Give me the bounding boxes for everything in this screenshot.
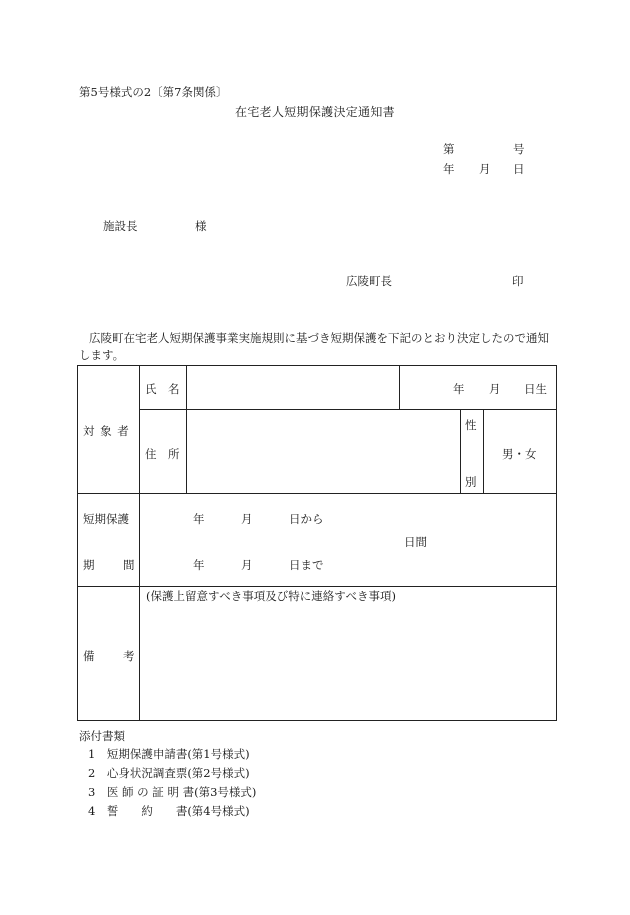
- sex-label-top: 性: [465, 418, 477, 432]
- column-divider: [460, 409, 461, 493]
- remarks-label-right: 考: [123, 649, 135, 663]
- name-label: 氏 名: [145, 382, 180, 396]
- row-divider: [78, 493, 556, 494]
- addressee: 施設長 様: [103, 219, 207, 233]
- date-year: 年: [443, 162, 455, 176]
- number-suffix: 号: [513, 142, 525, 156]
- period-label-bottom-left: 期: [83, 558, 95, 572]
- sex-label-bottom: 別: [465, 475, 477, 489]
- subject-label: 対 象 者: [83, 424, 130, 438]
- attachment-item: 3 医 師 の 証 明 書(第3号様式): [88, 785, 257, 799]
- sex-value: 男・女: [502, 447, 537, 461]
- days-label: 日間: [404, 535, 427, 549]
- to-suffix: 日まで: [289, 558, 324, 572]
- from-year: 年: [193, 512, 205, 526]
- column-divider: [399, 366, 400, 409]
- column-divider: [139, 366, 140, 721]
- attachment-item: 4 誓 約 書(第4号様式): [88, 804, 250, 818]
- to-month: 月: [241, 558, 253, 572]
- attachment-item: 1 短期保護申請書(第1号様式): [88, 747, 250, 761]
- row-divider: [139, 409, 557, 410]
- address-label: 住 所: [145, 447, 180, 461]
- date-month: 月: [479, 162, 491, 176]
- attachment-item: 2 心身状況調査票(第2号様式): [88, 766, 250, 780]
- column-divider: [186, 366, 187, 493]
- remarks-note: (保護上留意すべき事項及び特に連絡すべき事項): [146, 589, 397, 603]
- from-suffix: 日から: [289, 512, 324, 526]
- period-label-top: 短期保護: [83, 512, 129, 526]
- date-day: 日: [513, 162, 525, 176]
- to-year: 年: [193, 558, 205, 572]
- remarks-label-left: 備: [83, 649, 95, 663]
- period-label-bottom-right: 間: [123, 558, 135, 572]
- body-text: 広陵町在宅老人短期保護事業実施規則に基づき短期保護を下記のとおり決定したので通知します。: [79, 331, 549, 362]
- decision-table: [77, 365, 557, 721]
- form-id: 第5号様式の2〔第7条関係〕: [79, 85, 228, 99]
- seal-mark: 印: [512, 274, 524, 288]
- from-month: 月: [241, 512, 253, 526]
- row-divider: [78, 586, 556, 587]
- attachments-heading: 添付書類: [79, 729, 125, 743]
- number-prefix: 第: [443, 142, 455, 156]
- birth-month: 月: [489, 382, 501, 396]
- sender-name: 広陵町長: [346, 274, 392, 288]
- birth-year: 年: [453, 382, 465, 396]
- birth-suffix: 日生: [524, 382, 547, 396]
- column-divider: [483, 409, 484, 493]
- document-title: 在宅老人短期保護決定通知書: [235, 105, 395, 119]
